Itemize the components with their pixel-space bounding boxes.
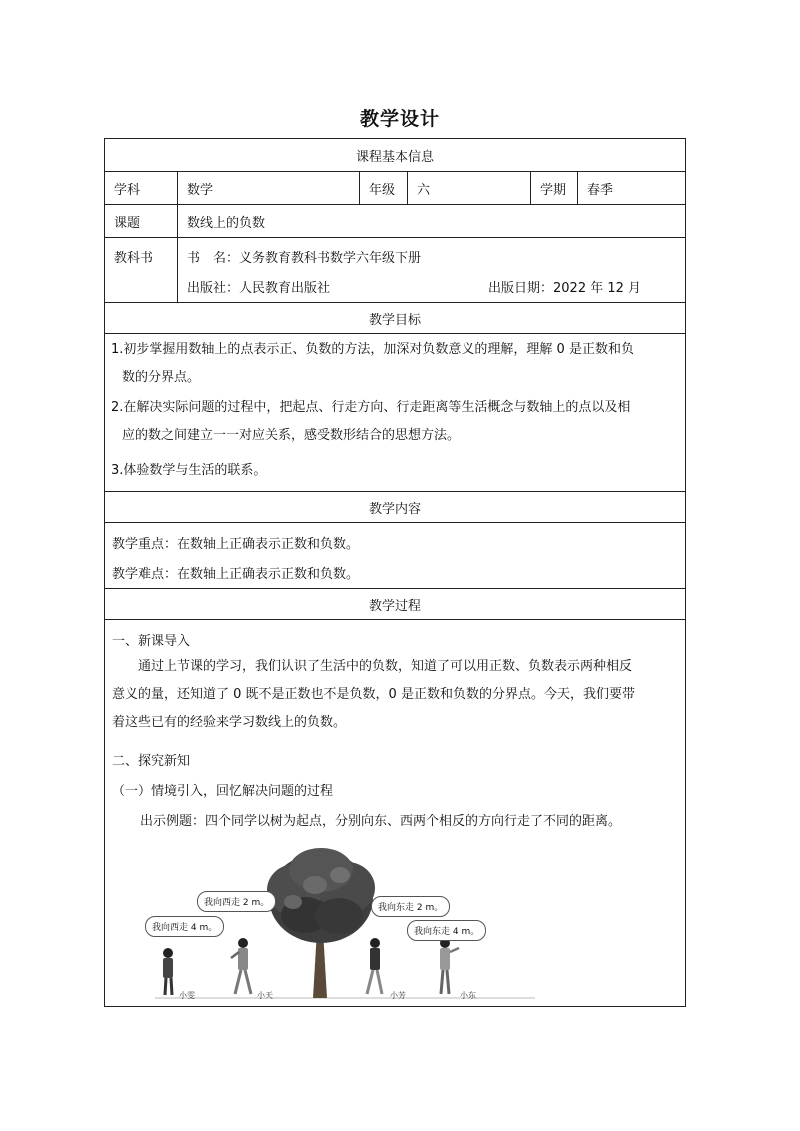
grade-label: 年级 [360, 172, 408, 204]
objectives-header: 教学目标 [368, 312, 421, 328]
key-point: 教学重点：在数轴上正确表示正数和负数。 [112, 537, 360, 552]
speech-bubble-4: 我向东走 4 m。 [407, 920, 486, 941]
process-body [105, 620, 685, 1006]
child-name-2: 小天 [257, 991, 273, 1000]
basic-info-header-row [105, 139, 685, 172]
process-header-row [105, 589, 685, 620]
child-figure-2 [231, 938, 251, 994]
tree-illustration [135, 840, 565, 1005]
subject-value: 数学 [178, 172, 360, 204]
intro-line-1: 通过上节课的学习，我们认识了生活中的负数，知道了可以用正数、负数表示两种相反 [138, 659, 633, 674]
objective-2 [111, 394, 677, 450]
textbook-publisher: 出版社：人民教育出版社 [187, 281, 331, 296]
content-body [105, 523, 685, 589]
objective-1 [111, 336, 677, 392]
term-value: 春季 [587, 182, 614, 198]
difficulty-point: 教学难点：在数轴上正确表示正数和负数。 [112, 567, 360, 582]
objective-2-line-1: 2.在解决实际问题的过程中，把起点、行走方向、行走距离等生活概念与数轴上的点以及相 [111, 400, 631, 415]
child-figure-3 [367, 938, 382, 994]
subsection-situation: （一）情境引入，回忆解决问题的过程 [112, 784, 334, 799]
child-name-1: 小雯 [179, 991, 195, 1000]
subject-label: 学科 [105, 172, 178, 204]
objectives-header-row [105, 303, 685, 334]
speech-bubble-3: 我向东走 2 m。 [371, 896, 450, 917]
content-header-row [105, 492, 685, 523]
speech-bubble-2: 我向西走 2 m。 [197, 891, 276, 912]
tree-canopy [267, 848, 375, 943]
content-header: 教学内容 [368, 501, 421, 517]
child-figure-4 [440, 938, 459, 994]
textbook-info [178, 238, 685, 302]
subject-row [105, 172, 685, 205]
child-figure-1 [163, 948, 173, 995]
child-name-4: 小东 [460, 991, 476, 1000]
textbook-pub-date: 出版日期：2022 年 12 月 [488, 281, 642, 296]
objective-3: 3.体验数学与生活的联系。 [111, 463, 267, 478]
term-label: 学期 [531, 172, 578, 204]
process-header: 教学过程 [368, 598, 421, 614]
intro-line-3: 着这些已有的经验来学习数线上的负数。 [112, 715, 347, 730]
textbook-label: 教科书 [105, 238, 178, 302]
speech-bubble-1: 我向西走 4 m。 [145, 916, 224, 937]
topic-value: 数线上的负数 [187, 215, 266, 231]
lesson-plan-table [104, 138, 686, 1007]
objective-2-line-2: 应的数之间建立一一对应关系，感受数形结合的思想方法。 [122, 428, 461, 443]
child-name-3: 小芳 [390, 991, 406, 1000]
basic-info-header: 课程基本信息 [355, 149, 434, 165]
objective-1-line-2: 数的分界点。 [122, 370, 201, 385]
section-explore: 二、探究新知 [112, 754, 191, 769]
intro-paragraph [112, 653, 678, 737]
objective-1-line-1: 1.初步掌握用数轴上的点表示正、负数的方法，加深对负数意义的理解，理解 0 是正数和负 [111, 342, 634, 357]
grade-value: 六 [408, 172, 531, 204]
intro-line-2: 意义的量，还知道了 0 既不是正数也不是负数，0 是正数和负数的分界点。今天，我们要带 [112, 687, 635, 702]
section-new-lesson: 一、新课导入 [112, 634, 191, 649]
document-title: 教学设计 [359, 108, 440, 130]
textbook-row [105, 238, 685, 303]
objectives-body [105, 334, 685, 492]
example-text: 出示例题：四个同学以树为起点，分别向东、西两个相反的方向行走了不同的距离。 [140, 814, 622, 829]
textbook-name: 书 名：义务教育教科书数学六年级下册 [187, 251, 422, 266]
topic-row [105, 205, 685, 238]
topic-label: 课题 [105, 205, 178, 237]
